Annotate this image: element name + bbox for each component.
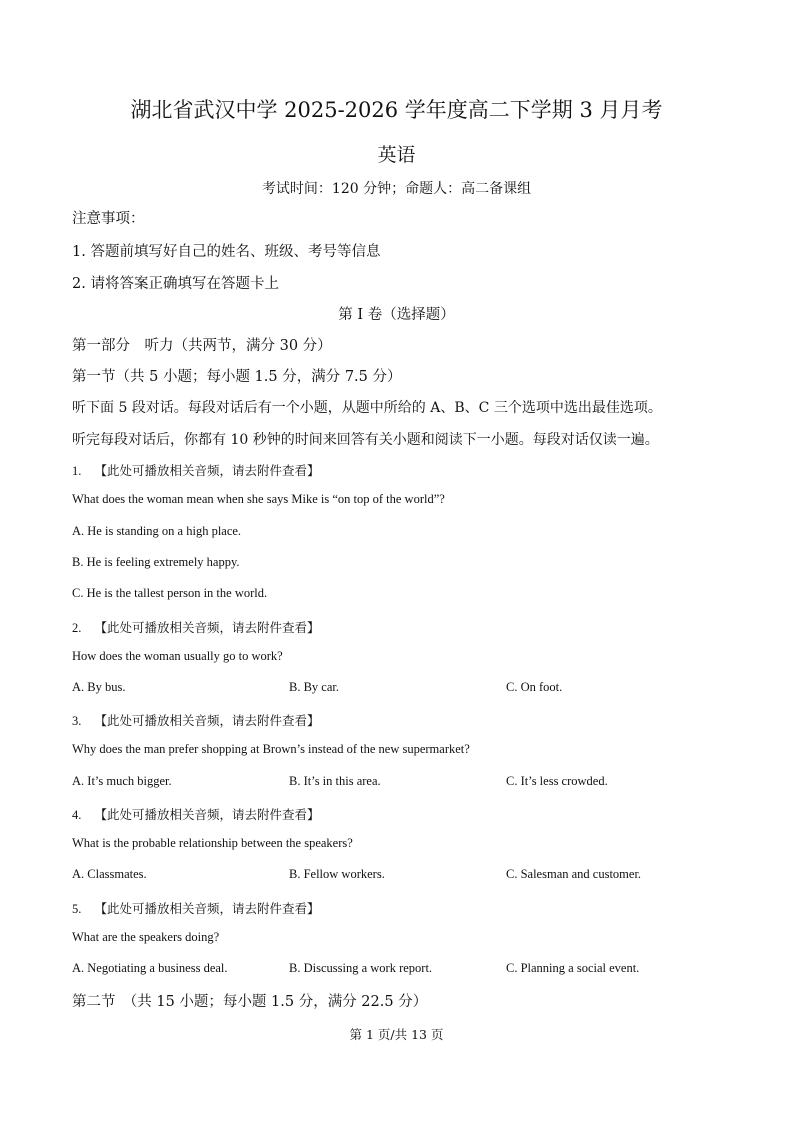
question-2-header — [72, 617, 319, 636]
question-3-option-c: C. It’s less crowded. — [506, 774, 608, 788]
question-number: 4. — [72, 808, 82, 822]
subject-title: 英语 — [377, 144, 416, 166]
question-number: 5. — [72, 902, 82, 916]
question-3-option-b: B. It’s in this area. — [289, 774, 381, 788]
question-4-stem: What is the probable relationship between the speakers? — [72, 836, 353, 850]
question-5-option-c: C. Planning a social event. — [506, 961, 640, 975]
instruction-line-1: 听下面 5 段对话。每段对话后有一个小题，从题中所给的 A、B、C 三个选项中选出最佳选项。 — [72, 400, 662, 416]
question-1-option-c: C. He is the tallest person in the world. — [72, 586, 268, 600]
section1-heading: 第一节（共 5 小题；每小题 1.5 分，满分 7.5 分） — [72, 369, 402, 385]
note-item-1: 1. 答题前填写好自己的姓名、班级、考号等信息 — [72, 244, 381, 260]
question-2-option-a: A. By bus. — [72, 680, 126, 694]
question-1-stem: What does the woman mean when she says Mike is “on top of the world”? — [72, 492, 445, 506]
exam-title: 湖北省武汉中学 2025-2026 学年度高二下学期 3 月月考 — [130, 98, 663, 122]
question-2-option-b: B. By car. — [289, 680, 339, 694]
page-footer: 第 1 页/共 13 页 — [349, 1027, 444, 1042]
question-5-option-a: A. Negotiating a business deal. — [72, 961, 228, 975]
audio-note[interactable]: 【此处可播放相关音频，请去附件查看】 — [94, 901, 320, 916]
audio-note[interactable]: 【此处可播放相关音频，请去附件查看】 — [94, 620, 320, 635]
instruction-line-2: 听完每段对话后，你都有 10 秒钟的时间来回答有关小题和阅读下一小题。每段对话仅读一遍。 — [72, 432, 659, 448]
question-1-option-a: A. He is standing on a high place. — [72, 524, 242, 538]
section2-heading: 第二节 （共 15 小题；每小题 1.5 分，满分 22.5 分） — [72, 994, 428, 1010]
exam-info: 考试时间：120 分钟；命题人：高二备课组 — [261, 181, 532, 197]
question-5-stem: What are the speakers doing? — [72, 930, 220, 944]
question-4-option-b: B. Fellow workers. — [289, 867, 385, 881]
question-5-option-b: B. Discussing a work report. — [289, 961, 433, 975]
question-number: 2. — [72, 621, 82, 635]
question-4-header — [72, 804, 319, 823]
question-4-option-a: A. Classmates. — [72, 867, 147, 881]
question-1-option-b: B. He is feeling extremely happy. — [72, 555, 240, 569]
volume-heading: 第 I 卷（选择题） — [338, 307, 455, 323]
question-5-header — [72, 898, 319, 917]
part1-heading: 第一部分 听力（共两节，满分 30 分） — [72, 338, 332, 354]
question-3-stem: Why does the man prefer shopping at Brown’s instead of the new supermarket? — [72, 742, 470, 756]
audio-note[interactable]: 【此处可播放相关音频，请去附件查看】 — [94, 807, 320, 822]
question-2-option-c: C. On foot. — [506, 680, 563, 694]
audio-note[interactable]: 【此处可播放相关音频，请去附件查看】 — [94, 463, 320, 478]
audio-note[interactable]: 【此处可播放相关音频，请去附件查看】 — [94, 713, 320, 728]
question-1-header — [72, 460, 319, 479]
question-number: 1. — [72, 464, 82, 478]
question-3-option-a: A. It’s much bigger. — [72, 774, 172, 788]
notes-heading: 注意事项： — [72, 211, 145, 227]
question-2-stem: How does the woman usually go to work? — [72, 649, 283, 663]
question-3-header — [72, 710, 319, 729]
note-item-2: 2. 请将答案正确填写在答题卡上 — [72, 276, 279, 292]
question-number: 3. — [72, 714, 82, 728]
question-4-option-c: C. Salesman and customer. — [506, 867, 642, 881]
